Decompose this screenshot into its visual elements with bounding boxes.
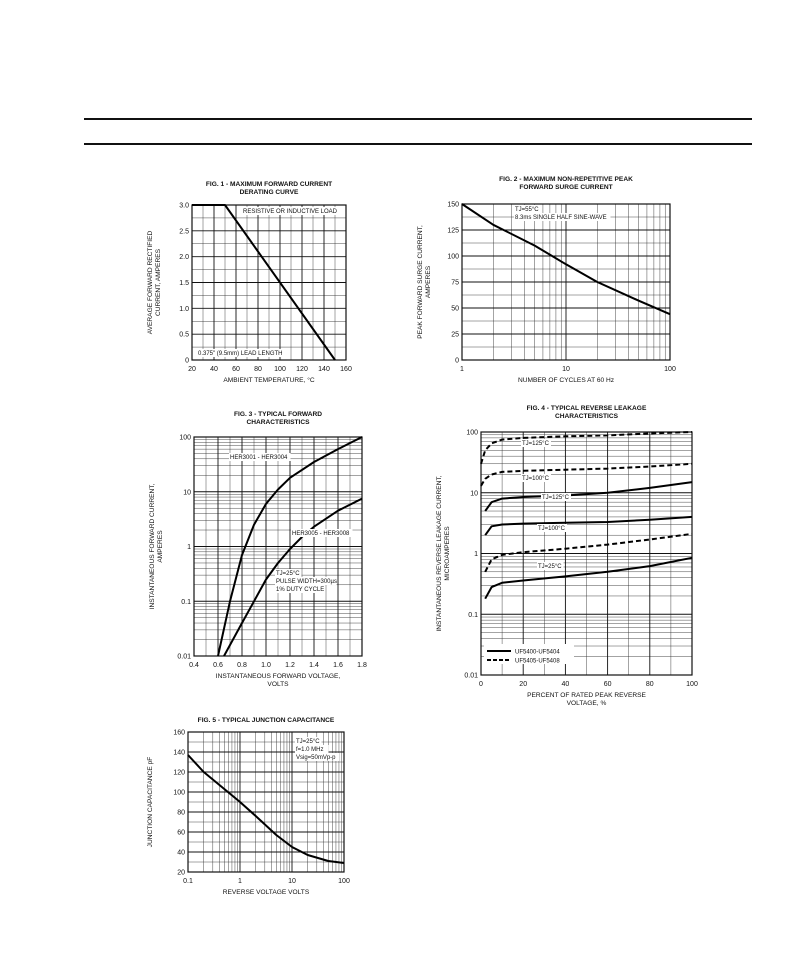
x-tick-label: 1.2	[285, 662, 295, 669]
x-tick-label: 100	[664, 366, 676, 373]
y-tick-label: 0.5	[179, 331, 189, 339]
chart-5	[147, 717, 350, 896]
x-axis-label: INSTANTANEOUS FORWARD VOLTAGE,	[215, 673, 341, 680]
y-axis-label: AMPERES	[157, 530, 164, 563]
y-axis-label: INSTANTANEOUS FORWARD CURRENT,	[149, 483, 156, 610]
chart-title: CHARACTERISTICS	[246, 419, 310, 426]
curve-label: TJ=100°C	[538, 526, 565, 532]
chart-title: FIG. 5 - TYPICAL JUNCTION CAPACITANCE	[197, 717, 335, 724]
x-tick-label: 160	[340, 366, 352, 373]
y-tick-label: 80	[177, 809, 185, 817]
y-tick-label: 0.1	[181, 598, 191, 606]
chart-title: DERATING CURVE	[239, 189, 299, 196]
x-axis-label: AMBIENT TEMPERATURE, °C	[223, 377, 315, 384]
y-tick-label: 75	[451, 279, 459, 287]
x-tick-label: 10	[562, 366, 570, 373]
y-tick-label: 0.1	[468, 611, 478, 619]
x-tick-label: 100	[338, 878, 350, 885]
y-tick-label: 20	[177, 869, 185, 877]
x-tick-label: 1	[460, 366, 464, 373]
annotation-text: 1% DUTY CYCLE	[276, 587, 325, 593]
y-tick-label: 25	[451, 331, 459, 339]
x-tick-label: 80	[254, 366, 262, 373]
y-tick-label: 0	[185, 357, 189, 365]
series-line-3	[485, 482, 692, 511]
y-tick-label: 120	[173, 769, 185, 777]
curve-label: TJ=100°C	[522, 476, 549, 482]
y-axis-label: CURRENT, AMPERES	[155, 248, 162, 317]
y-tick-label: 10	[470, 490, 478, 498]
x-tick-label: 10	[288, 878, 296, 885]
y-tick-label: 100	[447, 253, 459, 261]
x-axis-label: PERCENT OF RATED PEAK REVERSE	[527, 692, 646, 699]
chart-title: FIG. 2 - MAXIMUM NON-REPETITIVE PEAK	[499, 176, 633, 183]
y-axis-label: PEAK FORWARD SURGE CURRENT,	[417, 225, 424, 339]
y-tick-label: 100	[179, 434, 191, 442]
y-axis-label: AMPERES	[425, 265, 432, 299]
x-tick-label: 1.8	[357, 662, 367, 669]
chart-3	[149, 411, 367, 688]
x-tick-label: 1	[238, 878, 242, 885]
y-tick-label: 0.01	[464, 672, 478, 680]
y-axis-label: JUNCTION CAPACITANCE pF	[147, 756, 154, 848]
series-line-6	[485, 558, 692, 599]
x-axis-label: VOLTAGE, %	[566, 700, 607, 707]
x-tick-label: 100	[274, 366, 286, 373]
y-tick-label: 50	[451, 305, 459, 313]
y-tick-label: 60	[177, 829, 185, 837]
y-tick-label: 150	[447, 201, 459, 209]
y-tick-label: 2.0	[179, 254, 189, 262]
x-tick-label: 80	[645, 681, 654, 688]
y-tick-label: 40	[177, 849, 185, 857]
chart-4	[436, 405, 698, 707]
x-tick-label: 40	[210, 366, 218, 373]
y-axis-label: MICROAMPERES	[444, 526, 451, 581]
y-tick-label: 140	[173, 749, 185, 757]
x-axis-label: REVERSE VOLTAGE VOLTS	[222, 889, 310, 896]
chart-title: FORWARD SURGE CURRENT	[519, 184, 613, 191]
x-tick-label: 60	[232, 366, 240, 373]
annotation-text: PULSE WIDTH=300µs	[276, 579, 337, 585]
chart-1	[147, 181, 352, 384]
y-tick-label: 1.5	[179, 280, 189, 287]
annotation-text: RESISTIVE OR INDUCTIVE LOAD	[243, 209, 338, 215]
x-tick-label: 1.0	[261, 662, 271, 669]
y-tick-label: 100	[466, 429, 478, 437]
series-label: HER3001 - HER3004	[230, 455, 288, 461]
x-tick-label: 120	[296, 366, 308, 373]
chart-title: FIG. 3 - TYPICAL FORWARD	[233, 411, 323, 418]
x-tick-label: 1.4	[309, 662, 319, 669]
series-line-5	[485, 534, 692, 572]
annotation-text: TJ=25°C	[276, 571, 300, 577]
x-tick-label: 1.6	[333, 662, 343, 669]
curve-label: TJ=125°C	[522, 441, 549, 447]
annotation-text: f=1.0 MHz	[296, 747, 324, 753]
annotation-text: 0.375" (9.5mm) LEAD LENGTH	[198, 351, 283, 357]
y-tick-label: 1.0	[179, 305, 189, 313]
x-tick-label: 20	[188, 366, 196, 373]
series-label: HER3005 - HER3008	[292, 531, 350, 537]
series-line-4	[485, 517, 692, 535]
x-tick-label: 60	[603, 681, 612, 688]
curve-label: TJ=125°C	[542, 495, 569, 501]
y-tick-label: 125	[447, 227, 459, 235]
y-tick-label: 1	[474, 551, 478, 558]
y-axis-label: INSTANTANEOUS REVERSE LEAKAGE CURRENT,	[436, 475, 443, 632]
legend-label: UF5400-UF5404	[515, 649, 560, 656]
chart-2	[417, 176, 676, 384]
x-tick-label: 0.1	[183, 878, 193, 885]
chart-title: FIG. 4 - TYPICAL REVERSE LEAKAGE	[526, 405, 647, 412]
y-tick-label: 100	[173, 789, 185, 797]
chart-title: FIG. 1 - MAXIMUM FORWARD CURRENT	[205, 181, 333, 188]
x-axis-label: VOLTS	[267, 681, 289, 688]
series-line-1	[188, 755, 344, 863]
x-axis-label: NUMBER OF CYCLES AT 60 Hz	[517, 377, 615, 384]
x-tick-label: 0.8	[237, 662, 247, 669]
annotation-text: TJ=25°C	[296, 739, 320, 745]
x-tick-label: 140	[318, 366, 330, 373]
x-tick-label: 0.6	[213, 662, 223, 669]
y-tick-label: 1	[187, 544, 191, 551]
y-tick-label: 0.01	[177, 653, 191, 661]
curve-label: TJ=25°C	[538, 564, 562, 570]
y-tick-label: 10	[183, 489, 191, 497]
annotation-text: TJ=55°C	[515, 207, 539, 213]
x-tick-label: 0	[479, 681, 483, 688]
annotation-text: Vsig=50mVp-p	[296, 755, 336, 761]
x-tick-label: 40	[561, 681, 570, 688]
y-tick-label: 2.5	[179, 228, 189, 236]
x-tick-label: 100	[686, 681, 698, 688]
annotation-text: 8.3ms SINGLE HALF SINE-WAVE	[515, 215, 607, 221]
y-tick-label: 3.0	[179, 202, 189, 210]
y-axis-label: AVERAGE FORWARD RECTIFIED	[147, 230, 154, 335]
y-tick-label: 0	[455, 357, 459, 365]
y-tick-label: 160	[173, 729, 185, 737]
x-tick-label: 20	[519, 681, 528, 688]
legend-label: UF5405-UF5408	[515, 658, 560, 665]
chart-title: CHARACTERISTICS	[554, 413, 619, 420]
x-tick-label: 0.4	[189, 662, 199, 669]
